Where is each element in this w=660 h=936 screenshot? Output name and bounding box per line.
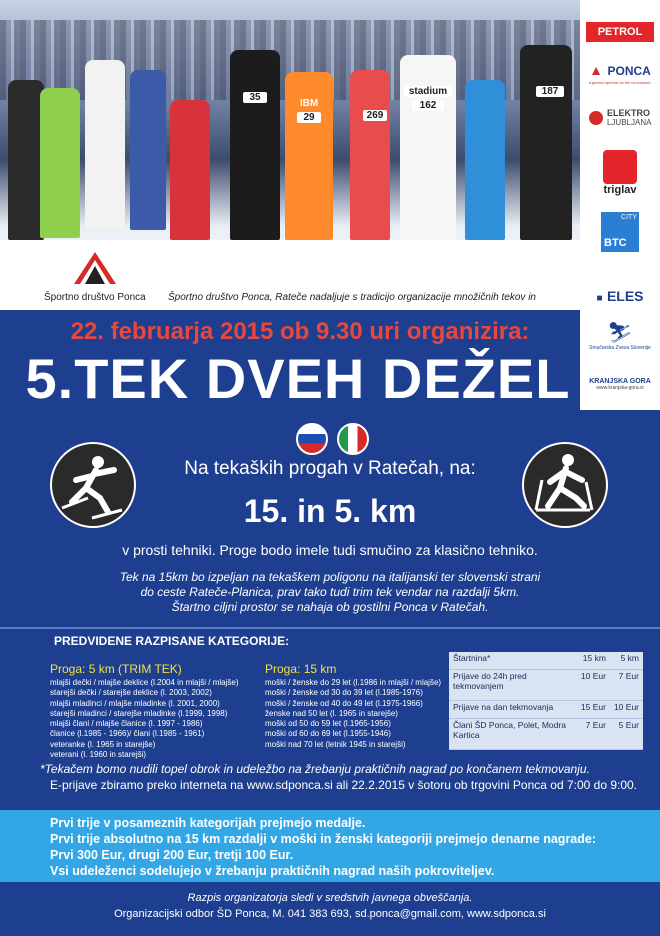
section-divider [0,627,660,629]
fee-cell: 15 km [577,652,610,669]
fee-header-row [449,652,643,669]
fee-cell: 5 km [610,652,643,669]
fee-cell: Prijave na dan tekmovanja [449,700,577,718]
meal-note: *Tekačem bomo nudili topel obrok in udeležbo na žrebanju praktičnih nagrad po končanem tekmovanju. [40,762,590,776]
petrol-logo: PETROL [586,22,654,42]
category-item: moški od 50 do 59 let (l.1965-1956) [265,719,391,729]
slovenia-flag-icon [296,423,328,455]
skier [520,45,572,240]
skier [130,70,166,230]
skier [40,88,80,238]
category-item: veterani (l. 1960 in starejši) [50,750,147,760]
bib-number: 187 [536,86,564,97]
category-item: moški / ženske do 29 let (l.1986 in mlajši / mlajše) [265,678,442,687]
elektro-logo-icon [589,111,603,125]
bib-number: 269 [363,110,387,121]
fee-row [449,669,643,700]
bib-sponsor: stadium [404,86,452,97]
ponca-triangle-icon: ▲ [589,62,604,78]
skier [170,100,210,240]
prize-line: Vsi udeleženci sodelujejo v žrebanju praktičnih nagrad naših pokroviteljev. [50,864,495,878]
category-item: veteranke (l. 1965 in starejše) [50,739,156,749]
smucarska-name: Smučarska Zveza Slovenije [589,345,651,351]
skier [465,80,505,240]
prize-line: Prvi trije absolutno na 15 km razdalji v moški in ženski kategoriji prejmejo denarne nagrade: [50,832,597,846]
sponsor-strip [580,0,660,410]
race-distances: 15. in 5. km [243,493,417,529]
info-line: do ceste Rateče-Planica, prav tako tudi trim tek vendar na razdalji 5km. [140,585,520,599]
prize-line: Prvi 300 Eur, drugi 200 Eur, tretji 100 Eur. [50,848,294,862]
elektro-sub: LJUBLJANA [606,118,652,127]
category-item: moški od 60 do 69 let (l.1955-1946) [265,729,391,739]
fee-cell: Člani ŠD Ponca, Polet, Modra Kartica [449,718,577,749]
track-5km-title: Proga: 5 km (TRIM TEK) [50,662,182,676]
event-date: 22. februarja 2015 ob 9.30 uri organizira: [70,318,530,345]
fee-cell: Prijave do 24h pred tekmovanjem [449,669,577,700]
category-item: članice (l.1985 - 1966)/ člani (l.1985 - 1961) [50,729,205,739]
category-item: moški nad 70 let (letnik 1945 in starejši) [265,739,406,749]
ponca-sponsor-name: PONCA [607,64,651,78]
ponca-logo [72,250,118,286]
skier [400,55,456,240]
eles-sponsor [586,288,654,306]
category-item: starejši mladinci / starejše mladinke (l.1999, 1998) [50,708,228,718]
track-15km-title: Proga: 15 km [265,662,337,676]
bib-number: 29 [297,112,321,123]
intro-text: Športno društvo Ponca, Rateče nadaljuje s tradicijo organizacije množičnih tekov in [168,292,536,303]
skier [230,50,280,240]
kranjska-sponsor [586,378,654,391]
bib-number: 162 [412,100,444,111]
skater-skier-icon [48,440,138,530]
info-line: Štartno ciljni prostor se nahaja ob gostilni Ponca v Ratečah. [171,600,489,614]
eles-name: ELES [606,288,644,304]
fee-cell: 7 Eur [610,669,643,700]
info-line: Tek na 15km bo izpeljan na tekaškem poligonu na italijanski ter slovenski strani [119,570,541,584]
entry-fee-table [449,652,643,750]
category-item: moški / ženske od 40 do 49 let (l.1975-1966) [265,698,423,708]
technique-text: v prosti tehniki. Proge bodo imele tudi smučino za klasično tehniko. [122,542,538,558]
fee-cell: 7 Eur [577,718,610,749]
btc-sponsor [586,212,654,252]
kranjska-url: www.kranjska-gora.si [596,385,644,391]
fee-cell: 15 Eur [577,700,610,718]
categories-title: PREDVIDENE RAZPISANE KATEGORIJE: [54,634,290,648]
elektro-name: ELEKTRO [606,108,650,118]
triglav-name: triglav [603,184,637,196]
skier [8,80,44,240]
skier [350,70,390,240]
triglav-logo-icon [603,150,637,184]
fee-row [449,700,643,718]
category-item: mlajši člani / mlajše članice (l. 1997 - 1986) [50,719,203,729]
prize-line: Prvi trije v posameznih kategorijah prejmejo medalje. [50,816,366,830]
track-15km-list [265,678,447,750]
club-name: Športno društvo Ponca [44,292,146,303]
fee-cell: 10 Eur [577,669,610,700]
bib-sponsor: IBM [297,98,321,109]
footer-contact: Organizacijski odbor ŠD Ponca, M. 041 383 693, sd.ponca@gmail.com, www.sdponca.si [114,908,546,920]
kranjska-name: KRANJSKA GORA [589,378,651,385]
track-5km-list [50,678,250,760]
eles-logo-icon: ■ [596,293,603,304]
footer-notice: Razpis organizatorja sledi v sredstvih javnega obveščanja. [187,892,473,904]
classic-skier-icon [520,440,610,530]
skier-logo-icon: ⛷ [607,322,633,344]
ponca-sponsor [586,62,654,85]
fee-cell: 10 Eur [610,700,643,718]
fee-row [449,718,643,749]
trails-text: Na tekaških progah v Ratečah, na: [184,458,476,479]
btc-city-label: CITY [621,214,637,221]
btc-name: BTC [604,237,627,249]
registration-note: E-prijave zbiramo preko interneta na www.sdponca.si ali 22.2.2015 v šotoru ob trgovini Ponca od 7:00 do 9:00. [50,778,638,792]
bib-number: 35 [243,92,267,103]
fee-cell: 5 Eur [610,718,643,749]
triglav-sponsor [586,150,654,196]
category-item: mlajši dečki / mlajše deklice (l.2004 in mlajši / mlajše) [50,678,239,687]
italy-flag-icon [337,423,369,455]
category-item: ženske nad 50 let (l. 1965 in starejše) [265,708,398,718]
fee-cell: Štartnina* [449,652,577,669]
category-item: moški / ženske od 30 do 39 let (l.1985-1976) [265,688,423,698]
category-item: mlajši mladinci / mlajše mladinke (l. 2001, 2000) [50,698,220,708]
elektro-sponsor [586,108,654,127]
skier [85,60,125,230]
category-item: starejši dečki / starejše deklice (l. 2003, 2002) [50,688,212,698]
ponca-sponsor-sub: trgovina opreme za tek na smučeh [589,80,651,85]
prizes-band [0,810,660,882]
event-title: 5.TEK DVEH DEŽEL [25,347,571,410]
